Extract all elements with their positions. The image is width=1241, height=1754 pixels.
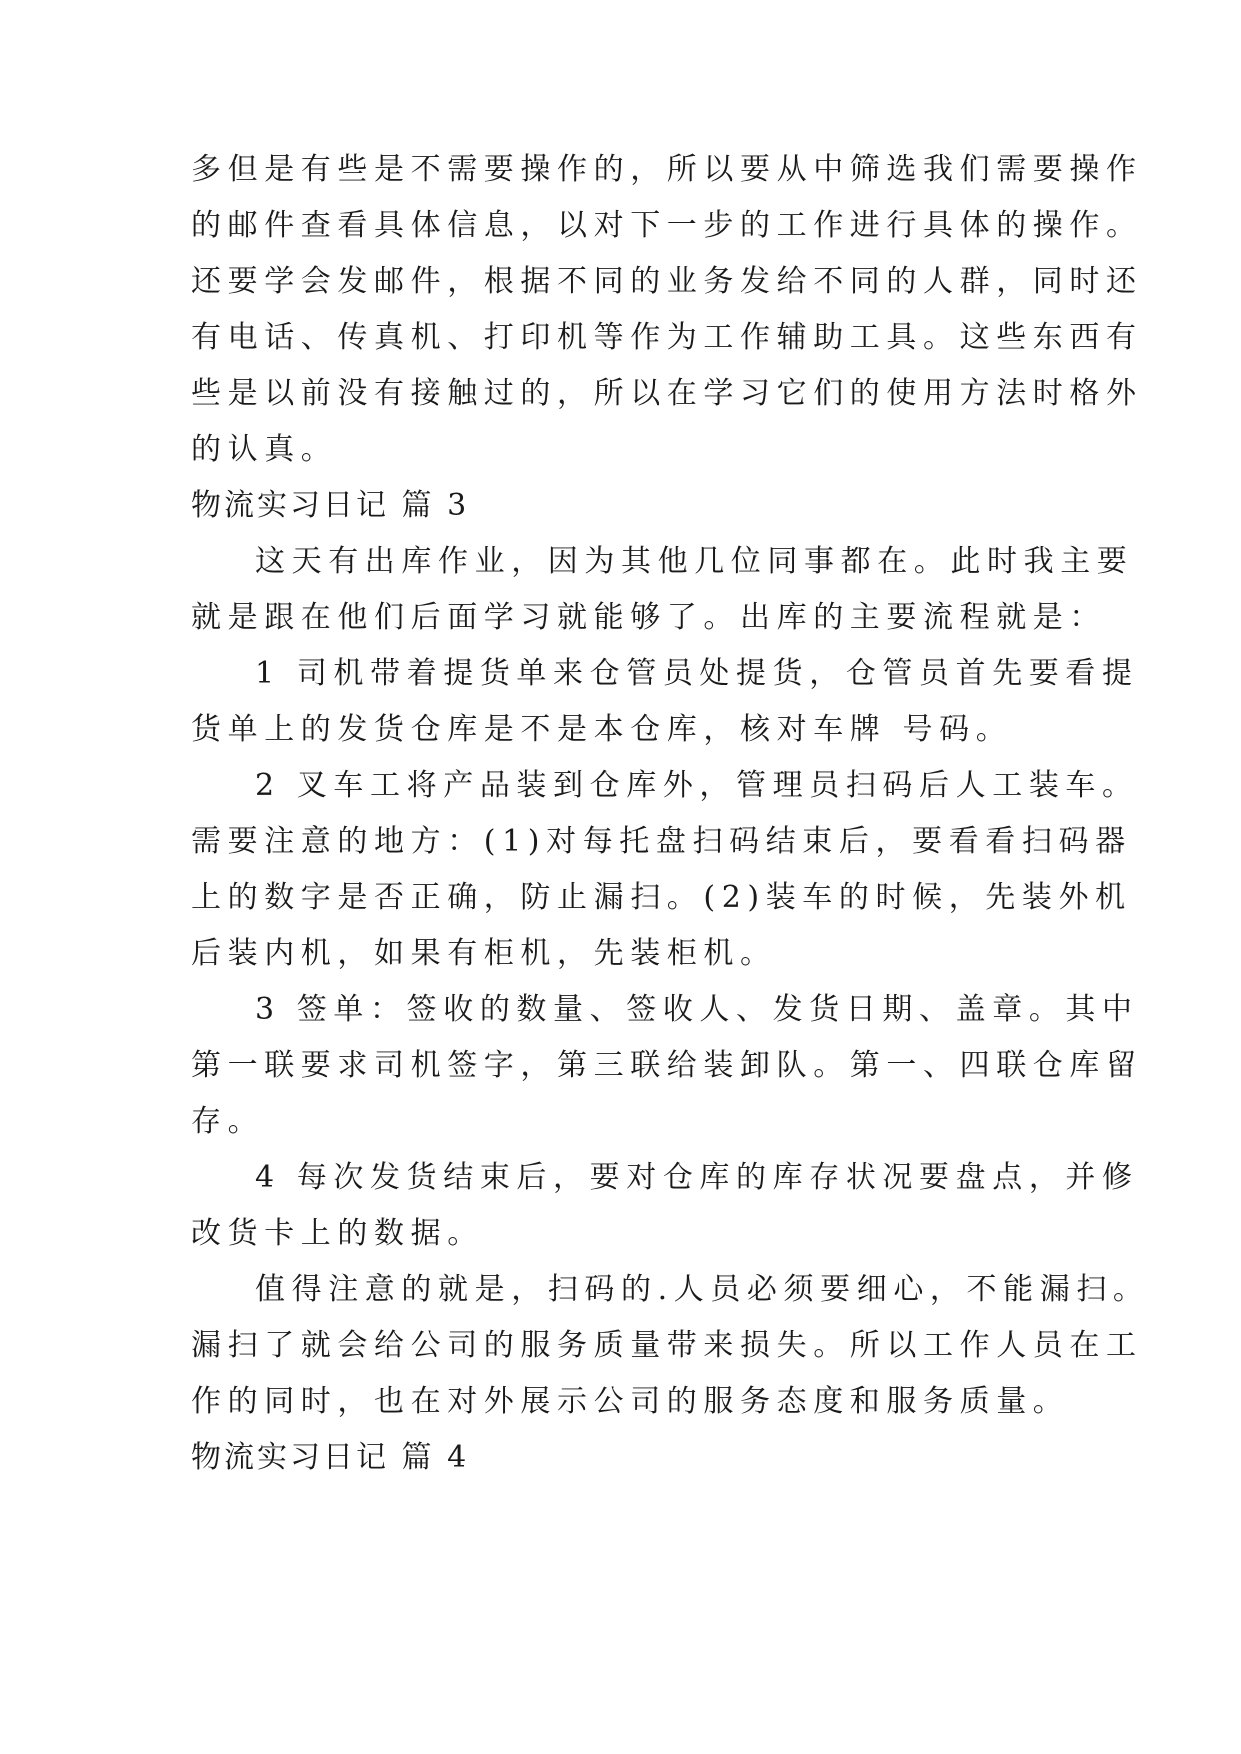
paragraph-line: 2 叉车工将产品装到仓库外，管理员扫码后人工装车。 <box>255 768 1139 803</box>
paragraph-line: 还要学会发邮件，根据不同的业务发给不同的人群，同时还 <box>191 264 1143 299</box>
paragraph-line: 的认真。 <box>191 432 338 467</box>
paragraph-line: 货单上的发货仓库是不是本仓库，核对车牌 号码。 <box>191 712 1013 747</box>
paragraph-line: 上的数字是否正确，防止漏扫。(2)装车的时候，先装外机 <box>191 880 1132 915</box>
paragraph-line: 后装内机，如果有柜机，先装柜机。 <box>191 936 777 971</box>
paragraph-line: 需要注意的地方：(1)对每托盘扫码结束后，要看看扫码器 <box>191 824 1132 859</box>
paragraph-line: 些是以前没有接触过的，所以在学习它们的使用方法时格外 <box>191 376 1143 411</box>
paragraph-line: 漏扫了就会给公司的服务质量带来损失。所以工作人员在工 <box>191 1328 1143 1363</box>
paragraph-line: 作的同时，也在对外展示公司的服务态度和服务质量。 <box>191 1384 1070 1419</box>
section-heading: 物流实习日记 篇 4 <box>191 1440 470 1475</box>
paragraph-line: 有电话、传真机、打印机等作为工作辅助工具。这些东西有 <box>191 320 1143 355</box>
paragraph-line: 这天有出库作业，因为其他几位同事都在。此时我主要 <box>255 544 1134 579</box>
paragraph-line: 值得注意的就是，扫码的.人员必须要细心，不能漏扫。 <box>255 1272 1150 1307</box>
paragraph-line: 就是跟在他们后面学习就能够了。出库的主要流程就是： <box>191 600 1106 635</box>
paragraph-line: 1 司机带着提货单来仓管员处提货，仓管员首先要看提 <box>255 656 1139 691</box>
paragraph-line: 的邮件查看具体信息，以对下一步的工作进行具体的操作。 <box>191 208 1143 243</box>
paragraph-line: 改货卡上的数据。 <box>191 1216 484 1251</box>
paragraph-line: 多但是有些是不需要操作的，所以要从中筛选我们需要操作 <box>191 152 1143 187</box>
section-heading: 物流实习日记 篇 3 <box>191 488 470 523</box>
paragraph-line: 第一联要求司机签字，第三联给装卸队。第一、四联仓库留 <box>191 1048 1143 1083</box>
paragraph-line: 3 签单：签收的数量、签收人、发货日期、盖章。其中 <box>255 992 1139 1027</box>
paragraph-line: 存。 <box>191 1104 265 1139</box>
paragraph-line: 4 每次发货结束后，要对仓库的库存状况要盘点，并修 <box>255 1160 1139 1195</box>
